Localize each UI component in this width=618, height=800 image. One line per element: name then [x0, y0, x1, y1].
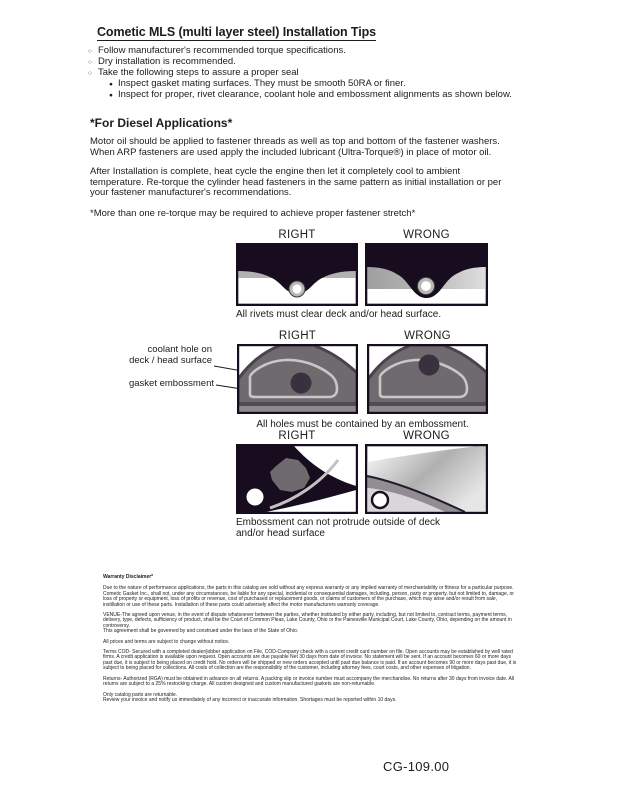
gasket-embossment-label: gasket embossment [128, 378, 214, 389]
page-number: CG-109.00 [383, 759, 450, 774]
embossment-caption: Embossment can not protrude outside of deck and/or head surface [236, 517, 441, 539]
embossment-right-diagram [236, 444, 358, 514]
holes-caption: All holes must be contained by an embossment. [256, 419, 469, 430]
diesel-paragraph: After Installation is complete, heat cycle the engine then let it completely cool to ambient temperature. Re-torque the cylinder head fasteners in the same pattern as initial installation or per your fastener manufacturer's recommendations. [90, 166, 502, 198]
diesel-heading: *For Diesel Applications* [90, 116, 233, 130]
right-label: RIGHT [278, 330, 317, 342]
tip-sub-item: ● Inspect gasket mating surfaces. They must be smooth 50RA or finer. [88, 78, 558, 89]
tip-item: ○ Dry installation is recommended. [88, 56, 558, 67]
warranty-disclaimer [103, 575, 517, 703]
wrong-label: WRONG [403, 229, 450, 241]
rivet-diagram-row [236, 229, 490, 320]
disclaimer-paragraph: Review your invoice and notify us immediately of any incorrect or inaccurate information. Shortages must be reported within 10 days. [103, 696, 397, 703]
disclaimer-paragraph: Due to the nature of performance applications, the parts in this catalog are sold without any express warranty or any implied warranty of merchantability or fitness for a particular purpose. Cometic Gasket Inc., shall not, under any circumstances, be liable for any special, incidental or consequential damages, including, person, party or property, but not limited to, damage, or loss of property or equipment, loss of profits or revenue, cost of purchased or replacement goods, or claims of customers of the purchase, which may arise and/or result from sale, instillation or use of these parts. Installation of these parts could adversely affect the motor manufacturers warranty coverage. [103, 585, 514, 608]
holes-diagram-row [120, 330, 488, 430]
rivet-wrong-column [365, 229, 488, 306]
retorque-note: *More than one re-torque may be required to achieve proper fastener stretch* [90, 207, 416, 219]
bolt-hole-icon [372, 492, 388, 508]
holes-wrong-diagram [367, 344, 488, 414]
right-label: RIGHT [278, 430, 316, 442]
rivet-wrong-diagram [365, 243, 488, 306]
rivet-caption: All rivets must clear deck and/or head surface. [236, 309, 442, 320]
embossment-wrong-diagram [365, 444, 488, 514]
coolant-hole-icon [291, 373, 312, 394]
embossment-wrong-column [365, 430, 488, 514]
coolant-hole-icon [419, 355, 440, 376]
disclaimer-paragraph: Terms COD- Secured with a completed dealer/jobber application on File, COD-Company check with a current credit card number on file. Open accounts may be established by well rated firms. A credit application is available upon request. Open accounts are due payable Net 30 days from date of invoice. No statement will be sent. If an account becomes 60 or more days past due, it is subject to being placed on credit hold. No orders will be shipped or new orders accepted until past due balance is paid. If an account becomes 90 or more days past due, it is subject to being placed for collections. All costs of collection are the responsibility of the customer, including attorney fees, court costs, and other expenses of litigation. [103, 649, 517, 672]
tip-item: ○ Take the following steps to assure a proper seal [88, 67, 558, 78]
disclaimer-paragraph: All prices and terms are subject to change without notice. [103, 638, 230, 645]
rivet-right-diagram [236, 243, 358, 306]
coolant-hole-label: coolant hole on deck / head surface [129, 344, 212, 366]
holes-wrong-column [367, 330, 488, 414]
wrong-label: WRONG [404, 330, 451, 342]
tip-sub-item: ● Inspect for proper, rivet clearance, coolant hole and embossment alignments as shown below. [88, 89, 558, 100]
right-label: RIGHT [278, 229, 316, 241]
rivet-right-column [236, 229, 358, 306]
disclaimer-heading: Warranty Disclaimer* [103, 574, 154, 580]
disclaimer-paragraph: Only catalog parts are returnable. [103, 691, 178, 698]
embossment-right-column [236, 430, 358, 514]
installation-tips-list [88, 45, 558, 100]
diesel-paragraph: Motor oil should be applied to fastener threads as well as top and bottom of the fastener washers. When ARP fasteners are used apply the included lubricant (Ultra-Torque®) in place of motor oil. [90, 136, 500, 158]
disclaimer-paragraph: This agreement shall be governed by and construed under the laws of the State of Ohio. [103, 628, 299, 635]
holes-right-column [237, 330, 358, 414]
diesel-applications-section [90, 116, 510, 228]
tip-item: ○ Follow manufacturer's recommended torque specifications. [88, 45, 558, 56]
disclaimer-paragraph: VENUE-The agreed upon venue, in the event of dispute whatsoever between the parties, whether instituted by either party, including, but not limited to, contract terms, payment terms, delivery, type, defects, sufficiency of product, shall be the Court of Common Pleas, Lake County, Ohio or the Painesville Municipal Court, Lake County, Ohio, depending on the amount in controversy. [103, 612, 512, 629]
embossment-diagram-row [236, 430, 490, 539]
wrong-label: WRONG [403, 430, 450, 442]
holes-right-diagram [237, 344, 358, 414]
page-title: Cometic MLS (multi layer steel) Installation Tips [97, 25, 376, 39]
bolt-hole-icon [247, 489, 264, 506]
disclaimer-paragraph: Returns- Authorized (RGA) must be obtained in advance on all returns. A packing slip or invoice number must accompany the merchandise. No returns after 30 days from invoice date. All returns are subject to a 25% restocking charge. All custom designed and custom manufactured gaskets are non-returnable. [103, 675, 515, 688]
